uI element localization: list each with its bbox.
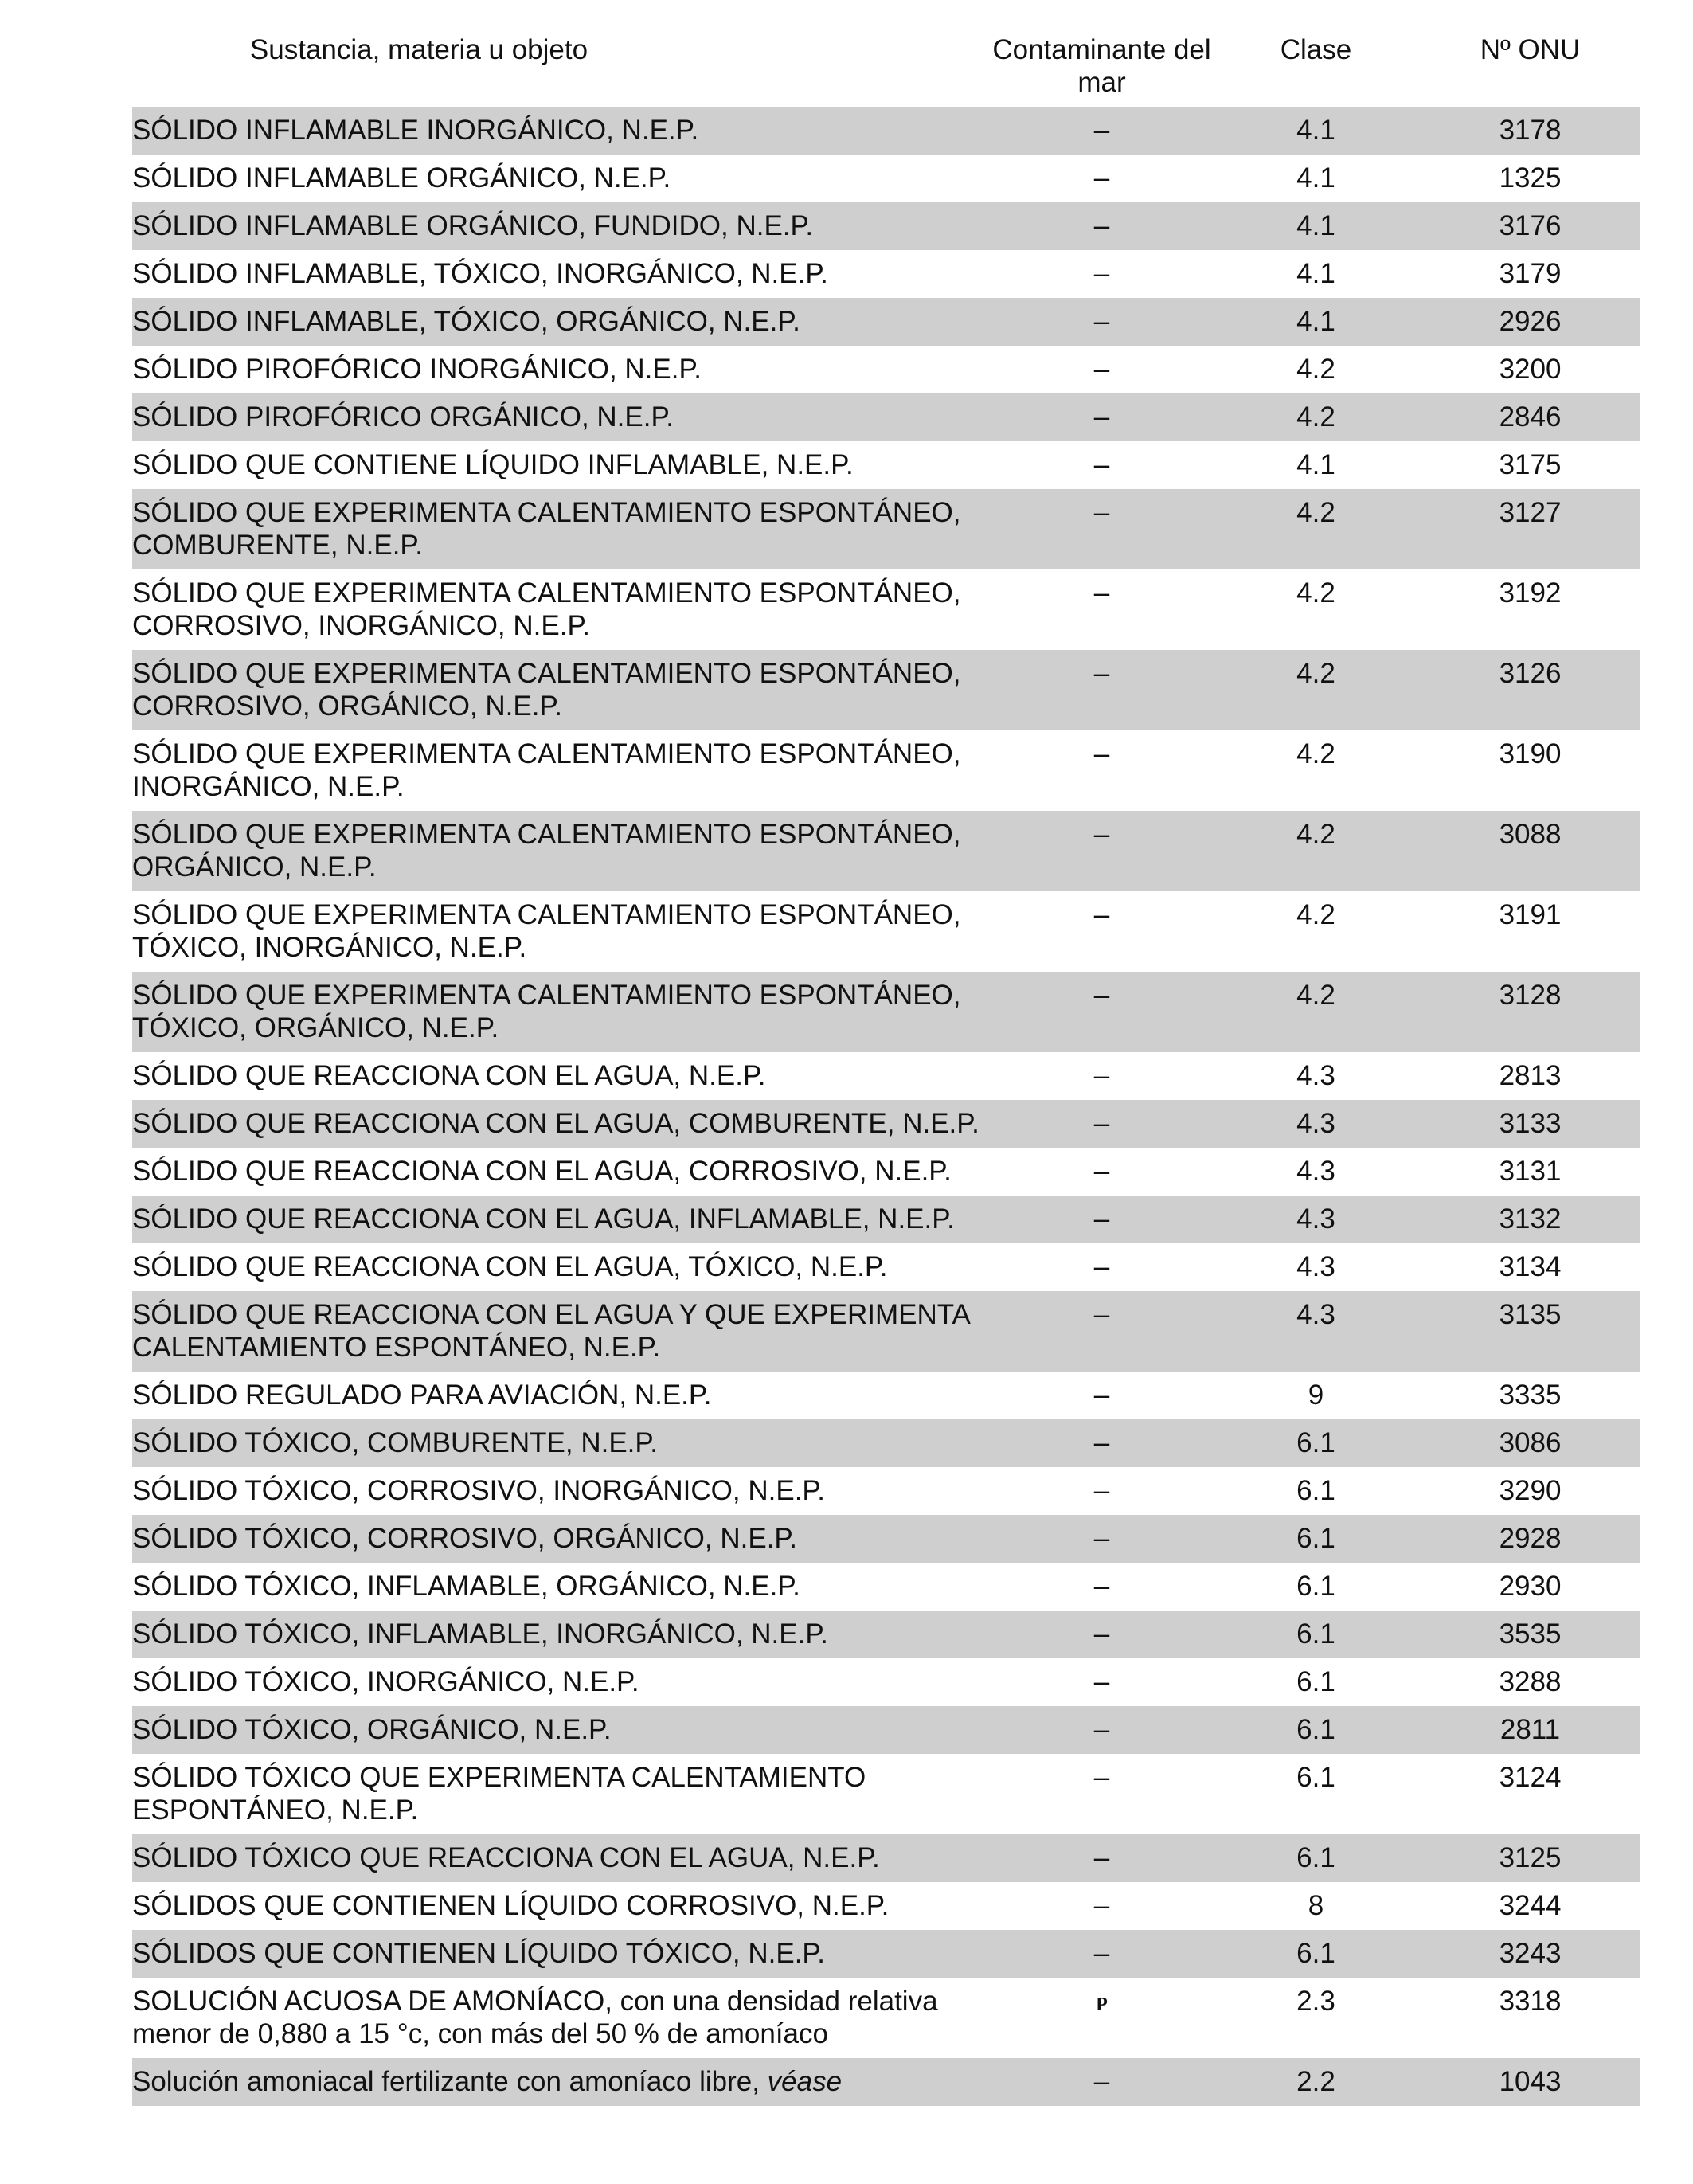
cell-substance: [132, 393, 992, 441]
cell-substance: [132, 1372, 992, 1419]
substance-line: SÓLIDO TÓXICO, INFLAMABLE, ORGÁNICO, N.E.P.: [132, 1571, 800, 1602]
cell-un-number: 3128: [1421, 972, 1640, 1052]
table-row: [132, 811, 1640, 891]
cell-substance: [132, 1291, 992, 1372]
cell-un-number: 3175: [1499, 449, 1562, 480]
cell-substance: [132, 1243, 992, 1291]
cell-substance: [132, 1834, 992, 1882]
substance-line: menor de 0,880 a 15 °c, con más del 50 % de amoníaco: [132, 2018, 828, 2049]
cell-marine-pollutant: [992, 1243, 1211, 1291]
cell-class: 4.2: [1296, 354, 1335, 385]
marine-pollutant-value: –: [1093, 738, 1110, 769]
cell-marine-pollutant: [992, 730, 1211, 811]
table-row: [132, 1100, 1640, 1148]
substance-line: SÓLIDO QUE CONTIENE LÍQUIDO INFLAMABLE, N.E.P.: [132, 449, 854, 480]
table-row: [132, 1706, 1640, 1754]
table-row: [132, 298, 1640, 346]
marine-pollutant-value: –: [1093, 258, 1110, 289]
cell-substance: [132, 650, 992, 730]
cell-marine-pollutant: [992, 1100, 1211, 1148]
cell-marine-pollutant: [992, 1978, 1211, 2058]
substance-line: CALENTAMIENTO ESPONTÁNEO, N.E.P.: [132, 1332, 661, 1363]
cell-un-number: 3135: [1421, 1291, 1640, 1372]
substance-line: TÓXICO, INORGÁNICO, N.E.P.: [132, 932, 527, 963]
cell-un-number: 3131: [1499, 1156, 1562, 1187]
cell-un-number: 3290: [1499, 1475, 1562, 1506]
marine-pollutant-value: –: [1093, 115, 1110, 146]
marine-pollutant-value: P: [1096, 1994, 1108, 2015]
dangerous-goods-table: [132, 33, 1640, 2106]
substance-line: SÓLIDO TÓXICO QUE REACCIONA CON EL AGUA, N.E.P.: [132, 1842, 880, 1873]
cell-marine-pollutant: [992, 1658, 1211, 1706]
cell-un-number: 3200: [1499, 354, 1562, 385]
cell-un-number: 3133: [1421, 1100, 1640, 1148]
cell-un-number: 3088: [1421, 811, 1640, 891]
cell-class: 6.1: [1211, 1706, 1421, 1754]
cell-marine-pollutant: [992, 107, 1211, 155]
cell-substance: [132, 1515, 992, 1563]
cell-class: 4.2: [1296, 738, 1335, 769]
cell-un-number: 3176: [1421, 202, 1640, 250]
substance-line: SÓLIDO QUE REACCIONA CON EL AGUA, CORROSIVO, N.E.P.: [132, 1156, 952, 1187]
cell-marine-pollutant: [992, 202, 1211, 250]
cell-marine-pollutant: [992, 569, 1211, 650]
cell-substance: [132, 2058, 992, 2106]
substance-line: CORROSIVO, ORGÁNICO, N.E.P.: [132, 691, 563, 722]
substance-line: SÓLIDO QUE REACCIONA CON EL AGUA, TÓXICO, N.E.P.: [132, 1251, 888, 1282]
cell-un-number: 3086: [1421, 1419, 1640, 1467]
cell-substance: [132, 811, 992, 891]
substance-line: SÓLIDOS QUE CONTIENEN LÍQUIDO TÓXICO, N.E.P.: [132, 1938, 825, 1969]
header-un-number: Nº ONU: [1480, 34, 1581, 65]
cell-un-number: 3318: [1499, 1986, 1562, 2017]
cell-class: 4.2: [1211, 650, 1421, 730]
cell-marine-pollutant: [992, 1882, 1211, 1930]
substance-line: SÓLIDO QUE EXPERIMENTA CALENTAMIENTO ESPONTÁNEO,: [132, 980, 961, 1011]
marine-pollutant-value: –: [1093, 1938, 1110, 1969]
table-row: [132, 393, 1640, 441]
cell-class: 4.2: [1211, 972, 1421, 1052]
cell-un-number: 3288: [1499, 1666, 1562, 1697]
cell-un-number: 3125: [1421, 1834, 1640, 1882]
table-row: [132, 107, 1640, 155]
table-row: [132, 1882, 1640, 1930]
cell-substance: [132, 891, 992, 972]
cell-un-number: 3190: [1499, 738, 1562, 769]
cell-class: 2.3: [1296, 1986, 1335, 2017]
substance-line: SÓLIDO TÓXICO, INFLAMABLE, INORGÁNICO, N.E.P.: [132, 1618, 828, 1650]
cell-un-number: 1043: [1421, 2058, 1640, 2106]
cell-substance: [132, 1419, 992, 1467]
substance-line: SÓLIDO QUE REACCIONA CON EL AGUA, INFLAMABLE, N.E.P.: [132, 1204, 955, 1235]
cell-marine-pollutant: [992, 489, 1211, 569]
table-row: [132, 730, 1640, 811]
cell-un-number: 3126: [1421, 650, 1640, 730]
table-row: [132, 650, 1640, 730]
substance-line: SÓLIDO TÓXICO, INORGÁNICO, N.E.P.: [132, 1666, 639, 1697]
marine-pollutant-value: –: [1093, 1618, 1110, 1650]
cell-class: 6.1: [1211, 1515, 1421, 1563]
marine-pollutant-value: –: [1093, 1523, 1110, 1554]
cell-class: 6.1: [1296, 1666, 1335, 1697]
cell-class: 6.1: [1296, 1762, 1335, 1793]
cell-class: 4.3: [1211, 1100, 1421, 1148]
substance-line: SÓLIDO QUE REACCIONA CON EL AGUA, COMBURENTE, N.E.P.: [132, 1108, 979, 1139]
cell-substance: [132, 441, 992, 489]
cell-marine-pollutant: [992, 811, 1211, 891]
cell-marine-pollutant: [992, 972, 1211, 1052]
cell-substance: [132, 1196, 992, 1243]
cell-class: 4.1: [1296, 162, 1335, 194]
cell-substance: [132, 1148, 992, 1196]
cell-marine-pollutant: [992, 346, 1211, 393]
cell-un-number: 3179: [1499, 258, 1562, 289]
substance-line: SÓLIDO INFLAMABLE, TÓXICO, INORGÁNICO, N.E.P.: [132, 258, 828, 289]
cell-marine-pollutant: [992, 1148, 1211, 1196]
cell-substance: [132, 1978, 992, 2058]
marine-pollutant-value: –: [1093, 1762, 1110, 1793]
cell-un-number: 2926: [1421, 298, 1640, 346]
cell-marine-pollutant: [992, 1419, 1211, 1467]
substance-line: Solución amoniacal fertilizante con amoníaco libre,: [132, 2066, 760, 2097]
table-row: [132, 1563, 1640, 1611]
cell-un-number: 3192: [1499, 577, 1562, 609]
cell-class: 4.2: [1211, 811, 1421, 891]
cell-un-number: 2811: [1421, 1706, 1640, 1754]
cell-class: 4.1: [1296, 258, 1335, 289]
marine-pollutant-value: –: [1093, 1299, 1110, 1330]
substance-line: SÓLIDO INFLAMABLE, TÓXICO, ORGÁNICO, N.E.P.: [132, 306, 800, 337]
cell-marine-pollutant: [992, 1930, 1211, 1978]
table-row: [132, 250, 1640, 298]
cell-substance: [132, 298, 992, 346]
table-row: [132, 1372, 1640, 1419]
substance-line: SÓLIDO TÓXICO, COMBURENTE, N.E.P.: [132, 1427, 658, 1458]
marine-pollutant-value: –: [1093, 1060, 1110, 1091]
substance-line: SÓLIDO REGULADO PARA AVIACIÓN, N.E.P.: [132, 1380, 712, 1411]
marine-pollutant-value: –: [1093, 1108, 1110, 1139]
marine-pollutant-value: –: [1093, 1475, 1110, 1506]
cell-substance: [132, 1706, 992, 1754]
cell-marine-pollutant: [992, 1291, 1211, 1372]
table-row: [132, 1834, 1640, 1882]
marine-pollutant-value: –: [1093, 162, 1110, 194]
table-row: [132, 202, 1640, 250]
table-row: [132, 1148, 1640, 1196]
marine-pollutant-value: –: [1093, 819, 1110, 850]
table-body: [132, 107, 1640, 2106]
cell-class: 9: [1308, 1380, 1324, 1411]
table-row: [132, 489, 1640, 569]
marine-pollutant-value: –: [1093, 577, 1110, 609]
cell-un-number: 3178: [1421, 107, 1640, 155]
cell-class: 4.2: [1296, 577, 1335, 609]
table-row: [132, 346, 1640, 393]
cell-marine-pollutant: [992, 250, 1211, 298]
header-class: Clase: [1280, 34, 1352, 65]
cell-class: 4.1: [1296, 449, 1335, 480]
marine-pollutant-value: –: [1093, 401, 1110, 432]
cell-class: 4.3: [1296, 1251, 1335, 1282]
table-row: [132, 1419, 1640, 1467]
cell-substance: [132, 569, 992, 650]
cell-class: 4.2: [1296, 899, 1335, 930]
cell-class: 6.1: [1296, 1475, 1335, 1506]
substance-line: COMBURENTE, N.E.P.: [132, 530, 423, 561]
header-marine-pollutant: Contaminante del mar: [992, 34, 1211, 98]
cell-substance: [132, 1467, 992, 1515]
marine-pollutant-value: –: [1093, 210, 1110, 241]
marine-pollutant-value: –: [1093, 1571, 1110, 1602]
substance-line: SÓLIDO INFLAMABLE ORGÁNICO, N.E.P.: [132, 162, 671, 194]
cell-un-number: 3244: [1499, 1890, 1562, 1921]
cell-marine-pollutant: [992, 1196, 1211, 1243]
cell-substance: [132, 250, 992, 298]
marine-pollutant-value: –: [1093, 497, 1110, 528]
cell-marine-pollutant: [992, 1467, 1211, 1515]
table-row: [132, 1658, 1640, 1706]
substance-line: SÓLIDO PIROFÓRICO ORGÁNICO, N.E.P.: [132, 401, 674, 432]
substance-line: SÓLIDO QUE EXPERIMENTA CALENTAMIENTO ESPONTÁNEO,: [132, 738, 961, 769]
table-header: [132, 33, 1640, 107]
substance-line: SÓLIDO QUE REACCIONA CON EL AGUA Y QUE EXPERIMENTA: [132, 1299, 971, 1330]
cell-substance: [132, 155, 992, 202]
cell-marine-pollutant: [992, 650, 1211, 730]
marine-pollutant-value: –: [1093, 1666, 1110, 1697]
table-row: [132, 1978, 1640, 2058]
cell-substance: [132, 1100, 992, 1148]
cell-class: 6.1: [1211, 1930, 1421, 1978]
marine-pollutant-value: –: [1093, 658, 1110, 689]
substance-line: TÓXICO, ORGÁNICO, N.E.P.: [132, 1012, 499, 1043]
cell-substance: [132, 972, 992, 1052]
cell-marine-pollutant: [992, 1372, 1211, 1419]
cell-class: 4.3: [1296, 1156, 1335, 1187]
marine-pollutant-value: –: [1093, 354, 1110, 385]
cell-un-number: 2928: [1421, 1515, 1640, 1563]
substance-line: SÓLIDO INFLAMABLE ORGÁNICO, FUNDIDO, N.E.P.: [132, 210, 814, 241]
cell-substance: [132, 1611, 992, 1658]
table-row: [132, 891, 1640, 972]
cell-marine-pollutant: [992, 1515, 1211, 1563]
substance-line: SÓLIDO QUE EXPERIMENTA CALENTAMIENTO ESPONTÁNEO,: [132, 819, 961, 850]
substance-see-reference: véase: [759, 2066, 843, 2097]
cell-marine-pollutant: [992, 891, 1211, 972]
cell-substance: [132, 1930, 992, 1978]
substance-line: SÓLIDO QUE EXPERIMENTA CALENTAMIENTO ESPONTÁNEO,: [132, 497, 961, 528]
cell-substance: [132, 1754, 992, 1834]
cell-substance: [132, 202, 992, 250]
cell-marine-pollutant: [992, 2058, 1211, 2106]
cell-substance: [132, 107, 992, 155]
cell-marine-pollutant: [992, 1834, 1211, 1882]
cell-substance: [132, 1658, 992, 1706]
cell-class: 4.1: [1211, 298, 1421, 346]
cell-marine-pollutant: [992, 441, 1211, 489]
cell-un-number: 3134: [1499, 1251, 1562, 1282]
cell-marine-pollutant: [992, 1611, 1211, 1658]
cell-un-number: 2846: [1421, 393, 1640, 441]
table-row: [132, 2058, 1640, 2106]
cell-class: 4.2: [1211, 393, 1421, 441]
marine-pollutant-value: –: [1093, 1714, 1110, 1745]
marine-pollutant-value: –: [1093, 1842, 1110, 1873]
table-row: [132, 1291, 1640, 1372]
cell-marine-pollutant: [992, 1706, 1211, 1754]
substance-line: SÓLIDO QUE EXPERIMENTA CALENTAMIENTO ESPONTÁNEO,: [132, 577, 961, 609]
cell-class: 2.2: [1211, 2058, 1421, 2106]
substance-line: ORGÁNICO, N.E.P.: [132, 851, 377, 883]
substance-line: SÓLIDOS QUE CONTIENEN LÍQUIDO CORROSIVO, N.E.P.: [132, 1890, 890, 1921]
table-row: [132, 569, 1640, 650]
marine-pollutant-value: –: [1093, 1380, 1110, 1411]
marine-pollutant-value: –: [1093, 2066, 1110, 2097]
cell-class: 4.2: [1211, 489, 1421, 569]
cell-un-number: 3132: [1421, 1196, 1640, 1243]
cell-un-number: 3191: [1499, 899, 1562, 930]
cell-substance: [132, 1052, 992, 1100]
cell-substance: [132, 346, 992, 393]
cell-marine-pollutant: [992, 155, 1211, 202]
table-row: [132, 1196, 1640, 1243]
table-row: [132, 1611, 1640, 1658]
cell-marine-pollutant: [992, 393, 1211, 441]
cell-un-number: 3335: [1499, 1380, 1562, 1411]
cell-substance: [132, 1882, 992, 1930]
cell-class: 4.1: [1211, 202, 1421, 250]
cell-class: 6.1: [1211, 1611, 1421, 1658]
cell-un-number: 1325: [1499, 162, 1562, 194]
substance-line: SÓLIDO QUE EXPERIMENTA CALENTAMIENTO ESPONTÁNEO,: [132, 658, 961, 689]
table-row: [132, 1052, 1640, 1100]
substance-line: SÓLIDO TÓXICO, CORROSIVO, ORGÁNICO, N.E.P.: [132, 1523, 797, 1554]
substance-line: SÓLIDO QUE EXPERIMENTA CALENTAMIENTO ESPONTÁNEO,: [132, 899, 961, 930]
cell-marine-pollutant: [992, 1052, 1211, 1100]
marine-pollutant-value: –: [1093, 1890, 1110, 1921]
cell-un-number: 2813: [1499, 1060, 1562, 1091]
substance-line: SÓLIDO TÓXICO QUE EXPERIMENTA CALENTAMIENTO: [132, 1762, 866, 1793]
cell-marine-pollutant: [992, 1754, 1211, 1834]
substance-line: CORROSIVO, INORGÁNICO, N.E.P.: [132, 610, 591, 641]
cell-marine-pollutant: [992, 1563, 1211, 1611]
marine-pollutant-value: –: [1093, 899, 1110, 930]
cell-class: 4.3: [1211, 1196, 1421, 1243]
cell-substance: [132, 1563, 992, 1611]
cell-un-number: 3124: [1499, 1762, 1562, 1793]
cell-class: 6.1: [1296, 1571, 1335, 1602]
cell-substance: [132, 489, 992, 569]
cell-substance: [132, 730, 992, 811]
substance-line: INORGÁNICO, N.E.P.: [132, 771, 405, 802]
header-substance: Sustancia, materia u objeto: [249, 34, 588, 65]
table-row: [132, 441, 1640, 489]
cell-marine-pollutant: [992, 298, 1211, 346]
marine-pollutant-value: –: [1093, 449, 1110, 480]
table-row: [132, 1467, 1640, 1515]
marine-pollutant-value: –: [1093, 1204, 1110, 1235]
marine-pollutant-value: –: [1093, 1156, 1110, 1187]
substance-line: SÓLIDO TÓXICO, CORROSIVO, INORGÁNICO, N.E.P.: [132, 1475, 825, 1506]
table-row: [132, 1754, 1640, 1834]
substance-line: SÓLIDO TÓXICO, ORGÁNICO, N.E.P.: [132, 1714, 612, 1745]
cell-un-number: 3535: [1421, 1611, 1640, 1658]
table-row: [132, 1930, 1640, 1978]
substance-line: SOLUCIÓN ACUOSA DE AMONÍACO, con una densidad relativa: [132, 1986, 938, 2017]
cell-un-number: 3243: [1421, 1930, 1640, 1978]
substance-line: ESPONTÁNEO, N.E.P.: [132, 1795, 419, 1826]
table-row: [132, 1515, 1640, 1563]
cell-class: 6.1: [1211, 1419, 1421, 1467]
cell-un-number: 2930: [1499, 1571, 1562, 1602]
cell-class: 4.3: [1211, 1291, 1421, 1372]
substance-line: SÓLIDO INFLAMABLE INORGÁNICO, N.E.P.: [132, 115, 699, 146]
cell-class: 4.3: [1296, 1060, 1335, 1091]
substance-line: SÓLIDO PIROFÓRICO INORGÁNICO, N.E.P.: [132, 354, 702, 385]
marine-pollutant-value: –: [1093, 980, 1110, 1011]
cell-class: 6.1: [1211, 1834, 1421, 1882]
cell-class: 4.1: [1211, 107, 1421, 155]
table-row: [132, 1243, 1640, 1291]
cell-class: 8: [1308, 1890, 1324, 1921]
table-row: [132, 155, 1640, 202]
cell-un-number: 3127: [1421, 489, 1640, 569]
table-row: [132, 972, 1640, 1052]
marine-pollutant-value: –: [1093, 306, 1110, 337]
marine-pollutant-value: –: [1093, 1251, 1110, 1282]
substance-line: SÓLIDO QUE REACCIONA CON EL AGUA, N.E.P.: [132, 1060, 766, 1091]
marine-pollutant-value: –: [1093, 1427, 1110, 1458]
